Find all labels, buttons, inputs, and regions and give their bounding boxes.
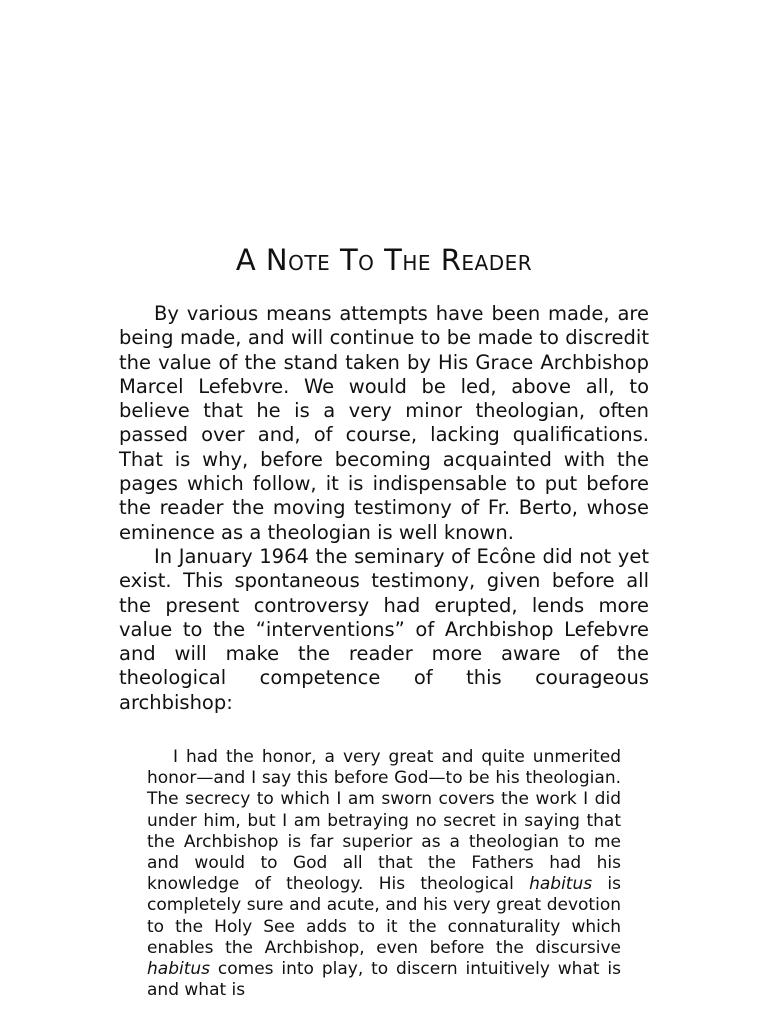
paragraph: In January 1964 the seminary of Ecône did not yet exist. This spontaneous testimony, given before all the present controversy had erupted, lends more value to the “interventions” of Archbishop Lefebvre and will make the reader more aware of the theological competence of this courageous archbishop: <box>119 544 649 714</box>
quote-text: I had the honor, a very great and quite unmerited honor—and I say this before God—to be his theologian. The secrecy to which I am sworn covers the work I did under him, but I am betraying no secret in saying that the Archbishop is far superior as a theologian to me and would to God all that the Fathers had his knowledge of theology. His theological <box>147 747 621 895</box>
quote-italic-term: habitus <box>147 959 211 980</box>
quote-italic-term: habitus <box>529 874 593 895</box>
quote-text: is completely sure and acute, and his very great devotion to the Holy See adds to it the connaturality which enables the Archbishop, even before the discursive <box>147 874 621 958</box>
page-title: A Note To The Reader <box>235 243 533 277</box>
quote-text: comes into play, to discern intuitively what is and what is <box>147 959 621 1001</box>
body-text <box>119 302 649 715</box>
document-page <box>119 0 649 1024</box>
paragraph: By various means attempts have been made, are being made, and will continue to be made to discredit the value of the stand taken by His Grace Archbishop Marcel Lefebvre. We would be led, above all, to believe that he is a very minor theologian, often passed over and, of course, lacking qualifications. That is why, before becoming acquainted with the pages which follow, it is indispensable to put before the reader the moving testimony of Fr. Berto, whose eminence as a theologian is well known. <box>119 302 649 544</box>
quote-paragraph <box>147 747 621 1001</box>
block-quote <box>147 747 621 1001</box>
